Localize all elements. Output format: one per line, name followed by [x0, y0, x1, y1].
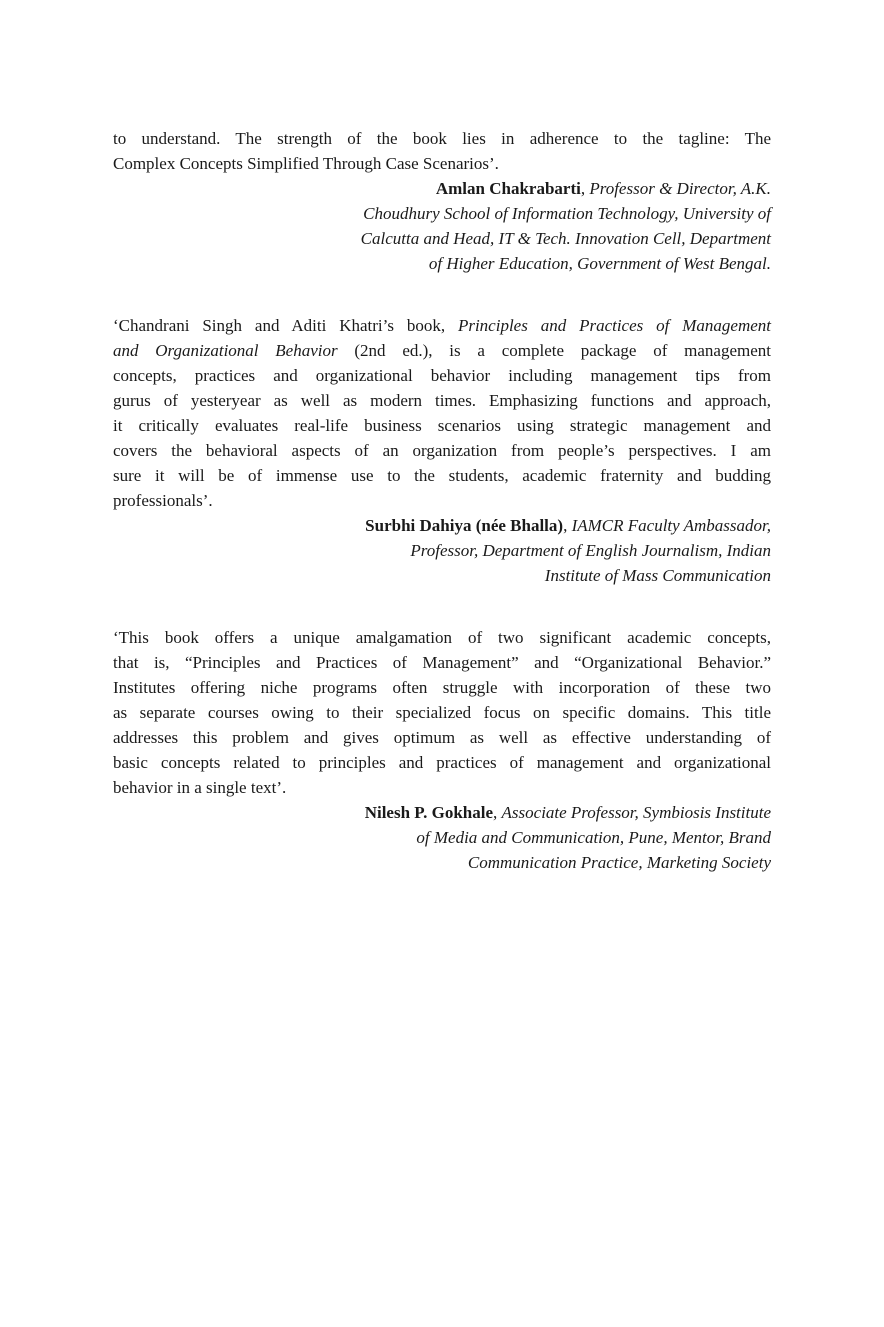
quote-line: basic concepts related to principles and practices of management and organizational: [113, 753, 771, 772]
separator: ,: [493, 803, 502, 822]
quote-line: addresses this problem and gives optimum as well as effective understanding of: [113, 728, 771, 747]
separator: ,: [580, 179, 590, 198]
quote-line: covers the behavioral aspects of an organization from people’s perspectives. I am: [113, 441, 771, 460]
affiliation: Associate Professor, Symbiosis Institute: [501, 803, 771, 822]
author-name: Surbhi Dahiya (née Bhalla): [365, 516, 564, 535]
quote-line: behavior in a single text’.: [113, 778, 287, 797]
separator: ,: [563, 516, 572, 535]
quote-3: [113, 625, 771, 875]
affiliation: Calcutta and Head, IT & Tech. Innovation Cell, Department: [360, 229, 771, 248]
quote-line: [113, 313, 771, 338]
quote-line: to understand. The strength of the book lies in adherence to the tagline: The: [113, 129, 771, 148]
affiliation: Choudhury School of Information Technology, University of: [363, 204, 771, 223]
quote-line: [113, 338, 771, 363]
quote-line: Complex Concepts Simplified Through Case Scenarios’.: [113, 154, 499, 173]
author-name: Amlan Chakrabarti: [435, 179, 581, 198]
affiliation: Professor & Director, A.K.: [589, 179, 771, 198]
quote-line: that is, “Principles and Practices of Management” and “Organizational Behavior.”: [113, 653, 771, 672]
quote-line: sure it will be of immense use to the students, academic fraternity and budding: [113, 466, 771, 485]
affiliation: of Media and Communication, Pune, Mentor, Brand: [416, 828, 771, 847]
affiliation: IAMCR Faculty Ambassador,: [571, 516, 771, 535]
book-title: Principles and Practices of Management: [457, 316, 771, 335]
attribution: [113, 800, 771, 825]
affiliation: of Higher Education, Government of West Bengal.: [428, 254, 771, 273]
quote-line: as separate courses owing to their specialized focus on specific domains. This title: [113, 703, 771, 722]
quote-line: ‘This book offers a unique amalgamation of two significant academic concepts,: [113, 628, 771, 647]
affiliation: Institute of Mass Communication: [544, 566, 771, 585]
quote-text: ‘Chandrani Singh and Aditi Khatri’s book,: [113, 316, 458, 335]
quote-text: (2nd ed.), is a complete package of management: [337, 341, 771, 360]
quote-line: gurus of yesteryear as well as modern times. Emphasizing functions and approach,: [113, 391, 771, 410]
book-title: and Organizational Behavior: [113, 341, 338, 360]
quote-line: it critically evaluates real-life business scenarios using strategic management and: [113, 416, 771, 435]
quote-2: [113, 313, 771, 588]
quote-1: [113, 126, 771, 276]
attribution: [113, 513, 771, 538]
affiliation: Professor, Department of English Journalism, Indian: [410, 541, 771, 560]
affiliation: Communication Practice, Marketing Society: [467, 853, 771, 872]
quote-line: professionals’.: [113, 491, 213, 510]
quote-line: Institutes offering niche programs often struggle with incorporation of these two: [113, 678, 771, 697]
author-name: Nilesh P. Gokhale: [364, 803, 494, 822]
quote-line: concepts, practices and organizational behavior including management tips from: [113, 366, 771, 385]
attribution: [113, 176, 771, 201]
